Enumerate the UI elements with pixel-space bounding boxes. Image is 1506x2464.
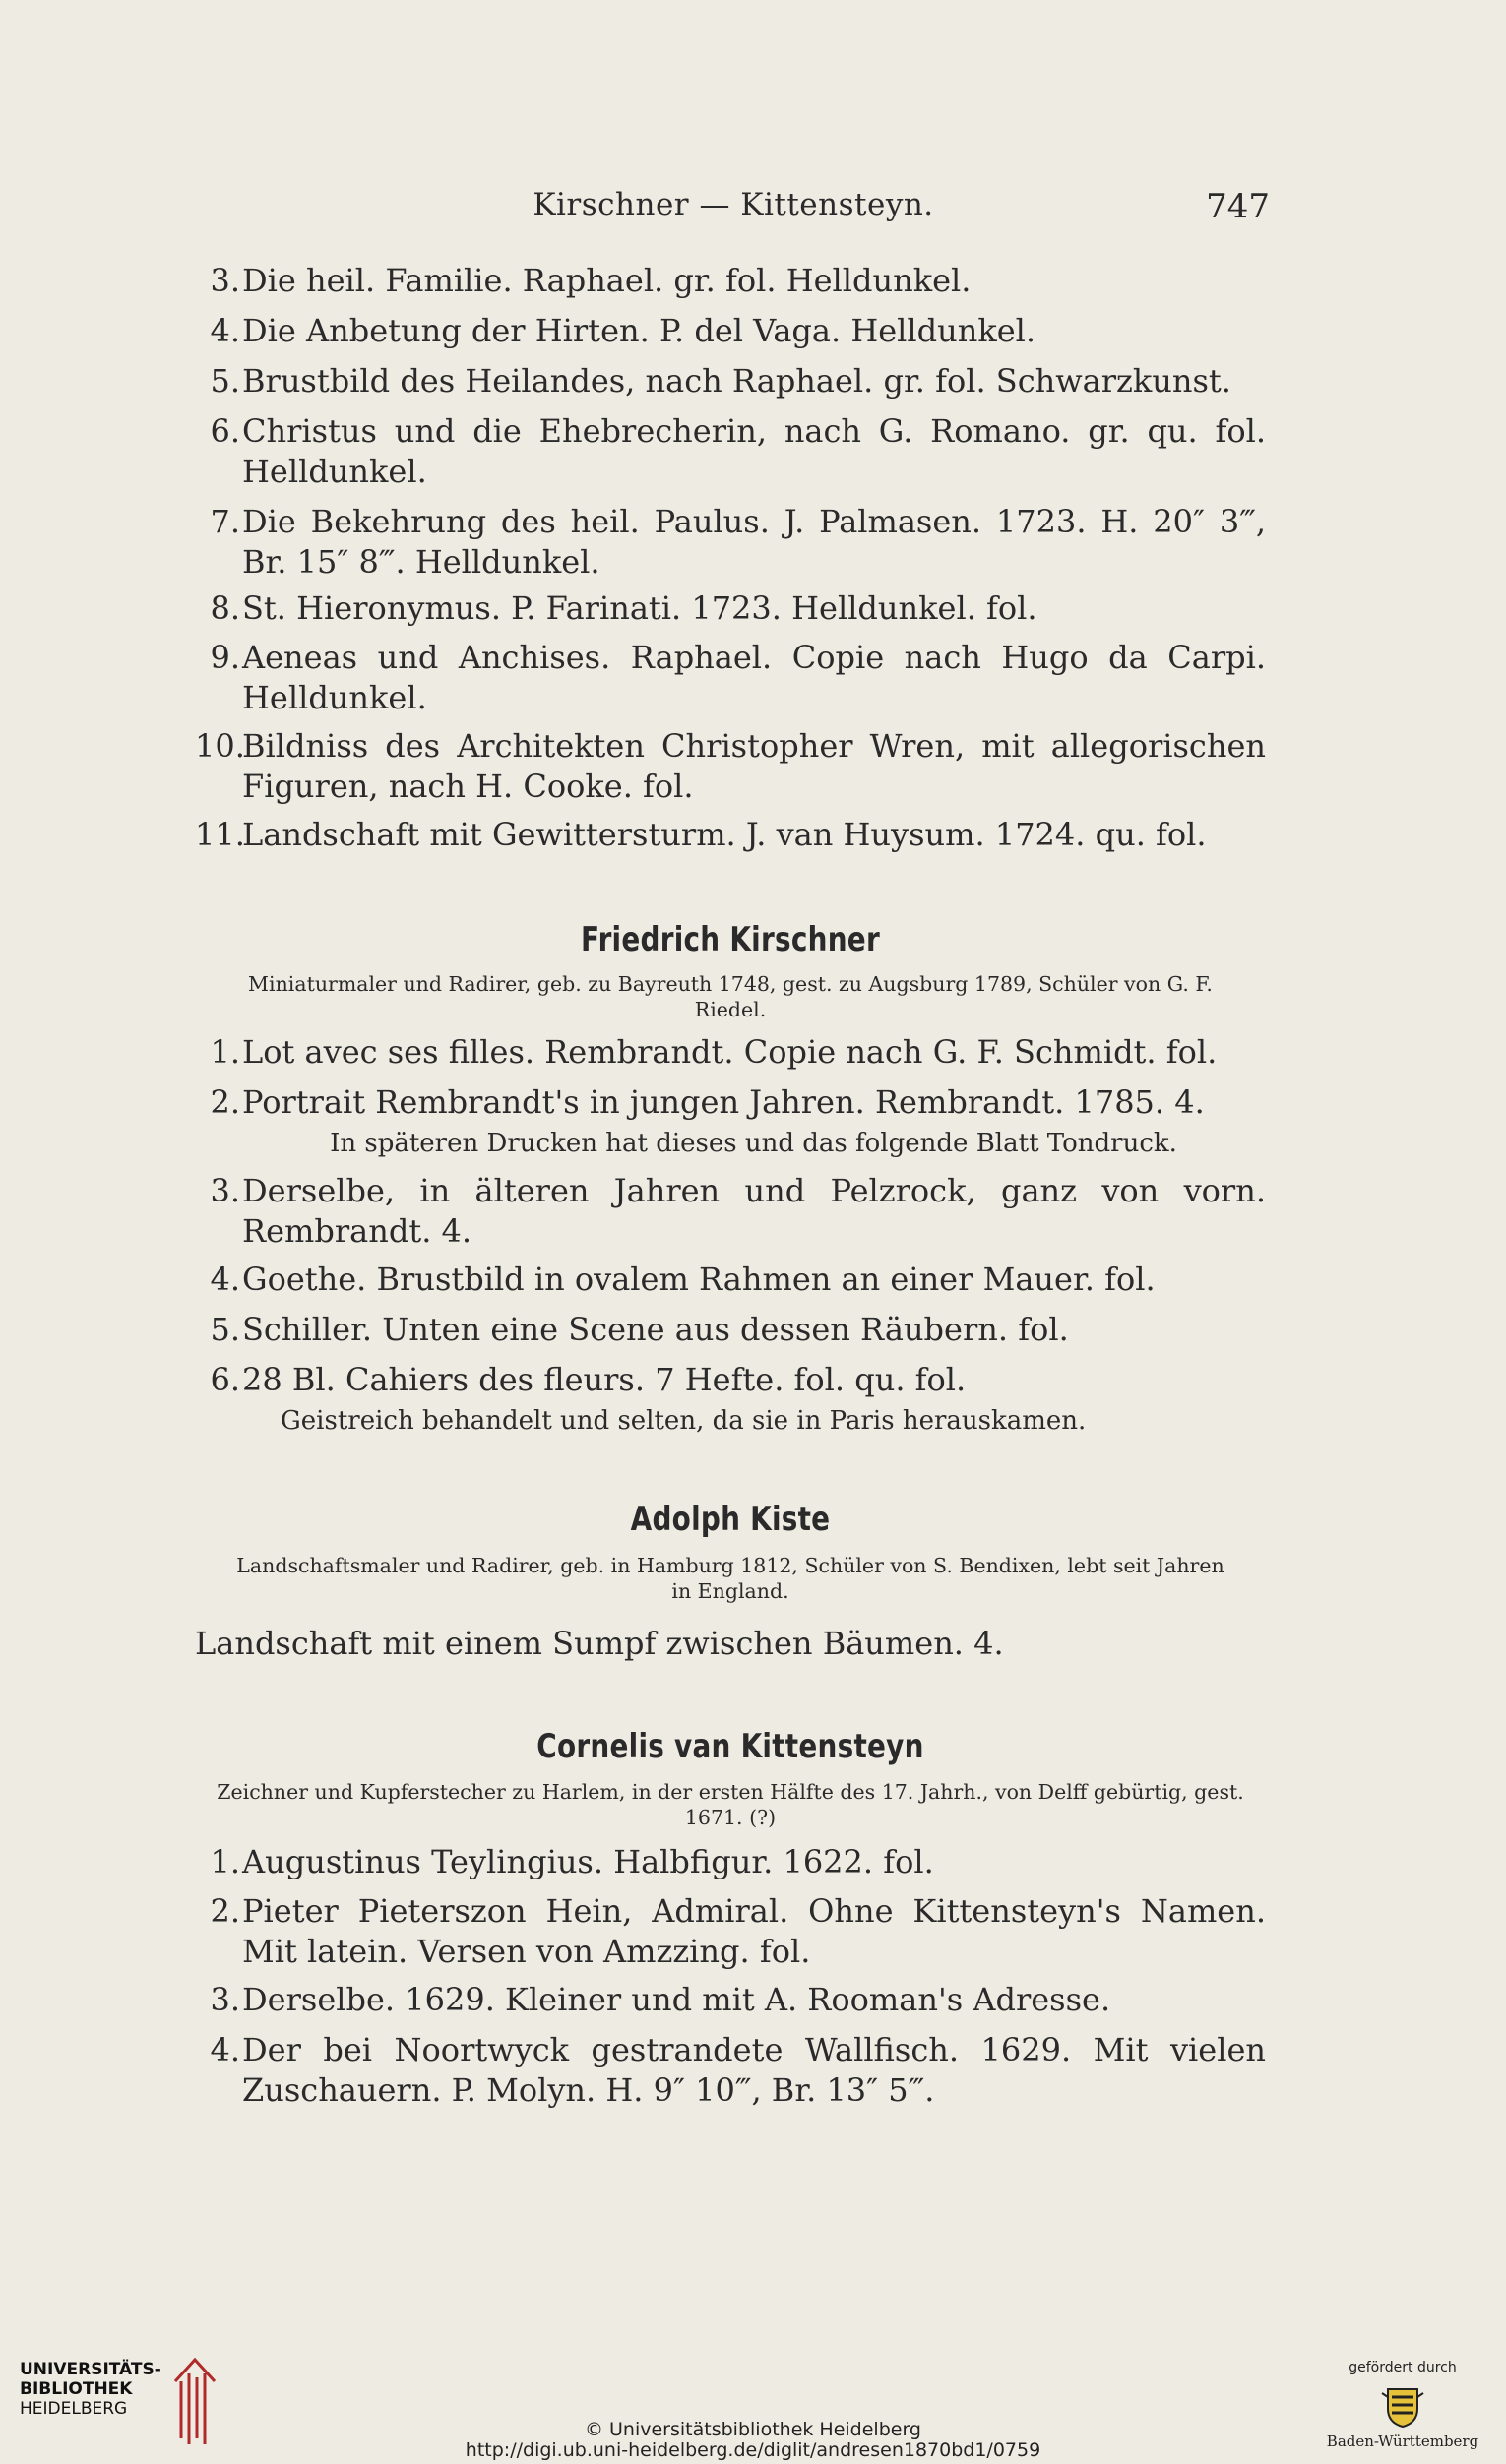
copyright-line: © Universitätsbibliothek Heidelberg [584, 2419, 921, 2440]
list-item: 1. Augustinus Teylingius. Halbfigur. 1622. fol. [210, 1843, 934, 1880]
page-header [197, 187, 1270, 236]
funder-name: Baden-Württemberg [1326, 2433, 1479, 2450]
source-url[interactable]: http://digi.ub.uni-heidelberg.de/diglit/andresen1870bd1/0759 [465, 2439, 1041, 2461]
coat-of-arms-icon [1378, 2383, 1427, 2429]
artist-heading: Friedrich Kirschner [581, 920, 880, 959]
running-title: Kirschner — Kittensteyn. [533, 187, 934, 222]
list-item: 5. Schiller. Unten eine Scene aus dessen Räubern. fol. [210, 1311, 1069, 1348]
list-item: 8. St. Hieronymus. P. Farinati. 1723. Helldunkel. fol. [210, 589, 1037, 627]
funder-block [1319, 2360, 1486, 2450]
list-item: 4. Die Anbetung der Hirten. P. del Vaga. Helldunkel. [210, 312, 1036, 349]
list-item: 3. Derselbe. 1629. Kleiner und mit A. Rooman's Adresse. [210, 1981, 1111, 2018]
library-name-line3: HEIDELBERG [20, 2399, 128, 2419]
funded-by-label: gefördert durch [1349, 2360, 1457, 2375]
list-item: 6. Christus und die Ehebrecherin, nach G. Romano. gr. qu. fol. Helldunkel. [210, 412, 1266, 490]
list-item: 2. Pieter Pieterszon Hein, Admiral. Ohne Kittensteyn's Namen. Mit latein. Versen von Amzzing. fol. [210, 1892, 1266, 1970]
page-number: 747 [1206, 187, 1270, 226]
list-item: 1. Lot avec ses filles. Rembrandt. Copie nach G. F. Schmidt. fol. [210, 1033, 1218, 1071]
artist-bio: Zeichner und Kupferstecher zu Harlem, in der ersten Hälfte des 17. Jahrh., von Delff gebürtig, gest. 1671. (?) [217, 1780, 1244, 1829]
list-item: 10. Bildniss des Architekten Christopher Wren, mit allegorischen Figuren, nach H. Cooke. fol. [195, 727, 1266, 805]
artist-bio: Miniaturmaler und Radirer, geb. zu Bayreuth 1748, gest. zu Augsburg 1789, Schüler von G. F. Riedel. [248, 972, 1213, 1021]
list-item: 5. Brustbild des Heilandes, nach Raphael. gr. fol. Schwarzkunst. [210, 362, 1231, 400]
list-item: 7. Die Bekehrung des heil. Paulus. J. Palmasen. 1723. H. 20″ 3‴, Br. 15″ 8‴. Helldunkel. [210, 503, 1266, 581]
list-item: 4. Der bei Noortwyck gestrandete Wallfisch. 1629. Mit vielen Zuschauern. P. Molyn. H. 9″ 10‴, Br. 13″ 5‴. [210, 2031, 1266, 2109]
artist-heading: Cornelis van Kittensteyn [536, 1727, 924, 1766]
list-item: 6. 28 Bl. Cahiers des fleurs. 7 Hefte. fol. qu. fol. [210, 1361, 967, 1398]
list-item: 2. Portrait Rembrandt's in jungen Jahren. Rembrandt. 1785. 4. [210, 1083, 1205, 1121]
entry-note: In späteren Drucken hat dieses und das folgende Blatt Tondruck. [330, 1129, 1177, 1158]
list-item: 9. Aeneas und Anchises. Raphael. Copie nach Hugo da Carpi. Helldunkel. [210, 639, 1266, 716]
library-name-line1: UNIVERSITÄTS- [20, 2360, 161, 2379]
list-item: 3. Die heil. Familie. Raphael. gr. fol. Helldunkel. [210, 262, 972, 299]
list-item: 4. Goethe. Brustbild in ovalem Rahmen an einer Mauer. fol. [210, 1261, 1156, 1298]
library-name-line2: BIBLIOTHEK [20, 2379, 133, 2399]
list-item: 11. Landschaft mit Gewittersturm. J. van Huysum. 1724. qu. fol. [195, 816, 1207, 853]
list-item: Landschaft mit einem Sumpf zwischen Bäumen. 4. [195, 1625, 1004, 1662]
entry-note: Geistreich behandelt und selten, da sie in Paris herauskamen. [281, 1406, 1087, 1436]
artist-bio: Landschaftsmaler und Radirer, geb. in Hamburg 1812, Schüler von S. Bendixen, lebt seit Jahren in England. [236, 1554, 1224, 1603]
artist-heading: Adolph Kiste [630, 1500, 831, 1539]
list-item: 3. Derselbe, in älteren Jahren und Pelzrock, ganz von vorn. Rembrandt. 4. [210, 1172, 1266, 1250]
